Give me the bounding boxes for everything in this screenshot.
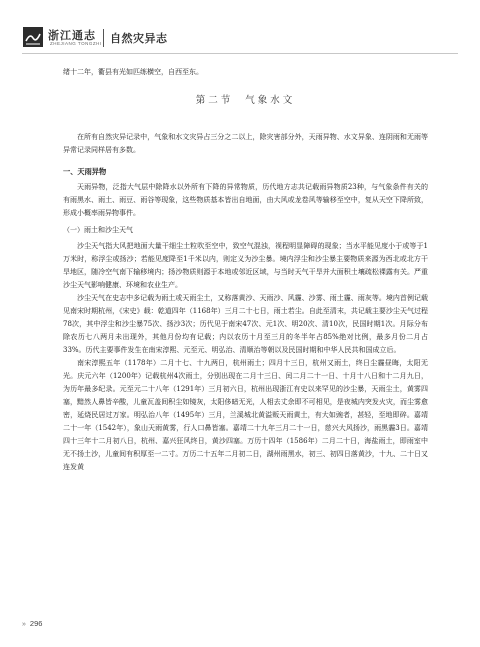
seal-logo-icon — [22, 26, 44, 48]
page-header — [22, 26, 458, 56]
paragraph: 天雨异物，泛指大气层中除降水以外所有下降的异常物质，历代地方志共记载雨异物质23种，与气象条件有关的有雨黑水、雨土、雨豆、雨谷等现象，这些物质基本皆出自地面，由大风或龙卷风等输移至空中，复从天空下降所致，形成小概率雨异物事件。 — [63, 183, 428, 217]
intro-paragraph: 在所有自然灾异记录中，气象和水文灾异占三分之二以上，除灾害部分外，天雨异物、水文异象、连阴雨和无雨等异常记录同样居有多数。 — [63, 133, 428, 154]
chevron-right-icon: » — [22, 621, 26, 628]
paragraph: 南宋淳熙五年（1178年）二月十七、十九两日，杭州雨土；四月十三日，杭州又雨土，终日尘霾昼晦，太阳无光。庆元六年（1200年）记载杭州4次雨土，分别出现在二月十三日、闰二月二十一日、十月十八日和十二月九日，为历年最多纪录。元至元二十八年（1291年）三月初六日，杭州出现浙江有史以来罕见的沙尘暴，天雨尘土，黄雾四塞，黯然人鼻皆辛酸，儿童瓦盖间积尘如镜灰，太阳侈暗无光，人相去丈余即不可相见，是夜城内突发火灾，而尘雾愈密，延烧民居过万家。明弘治八年（1495年）三月，兰溪城北黄溢贩天雨黄土，有大如豌者，甚轻，至地即碎。嘉靖二十一年（1542年），象山天雨黄雾，行人口鼻皆塞。嘉靖二十九年三月二十一日，慈兴大风扬沙，雨黑霾3日。嘉靖四十三年十二月初八日，杭州、嘉兴狂风终日，黄沙四塞。万历十四年（1586年）二月二十日，海盐雨土，即雨室中无不扬土沙，儿童间有积厚至一二寸。万历二十五年二月初二日，湖州雨黑水，初三、初四日落黄沙，十九、二十日又连发黄 — [63, 359, 428, 471]
page-footer — [22, 619, 42, 628]
heading-level1: 一、天雨异物 — [63, 167, 107, 176]
brand-pinyin: ZHEJIANG TONGZHI — [50, 41, 102, 46]
paragraph: 沙尘天气指大风把地面大量干细尘土粒吹至空中，致空气混浊，视程明显障碍的现象；当水平能见度小于或等于1万米时，称浮尘或扬沙；若能见度降至1千米以内，则定义为沙尘暴。境内浮尘和沙尘暴主要物质来源为西北或北方干旱地区，随冷空气南下输移境内；扬沙物质则源于本地或邻近区域，与当时天气干旱并大面积土壤疏松裸露有关。严重沙尘天气影响健康、环境和农业生产。 — [63, 242, 428, 289]
header-rule — [22, 53, 458, 54]
heading-level2: （一）雨土和沙尘天气 — [63, 226, 133, 234]
brand-title: 浙江通志 — [48, 30, 96, 42]
page-number: 296 — [29, 619, 43, 628]
paragraph: 沙尘天气在史志中多记载为雨土或天雨尘土，又称落黄沙、天雨沙、风霾、沙雾、雨土霾、雨灰等。境内首例记载见南宋时期杭州，《宋史》载：乾道四年（1168年）三月二十七日，雨土若尘。自此至清末，共记载主要沙尘天气过程78次，其中浮尘和沙尘暴75次、扬沙3次；历代见于南宋47次、元1次、明20次、清10次，民国时期1次。月际分布除农历七八两月未出现外，其他月份均有记载；内以农历十月至三月的冬半年占85%绝对比例，最多月份二月占33%。历代主要事件发生在南宋淳熙、元至元、明弘治、清顺治等朝以及民国时期和中华人民共和国成立后。 — [63, 294, 428, 354]
section-title: 自然灾异志 — [110, 33, 168, 45]
chapter-number: 第二节 — [195, 95, 234, 106]
header-divider — [103, 29, 104, 47]
continuation-text: 绪十二年，衢县有光如匹练横空，自西至东。 — [63, 68, 203, 76]
chapter-heading — [63, 94, 428, 107]
page-body — [63, 66, 428, 474]
chapter-title: 气象水文 — [245, 95, 296, 106]
